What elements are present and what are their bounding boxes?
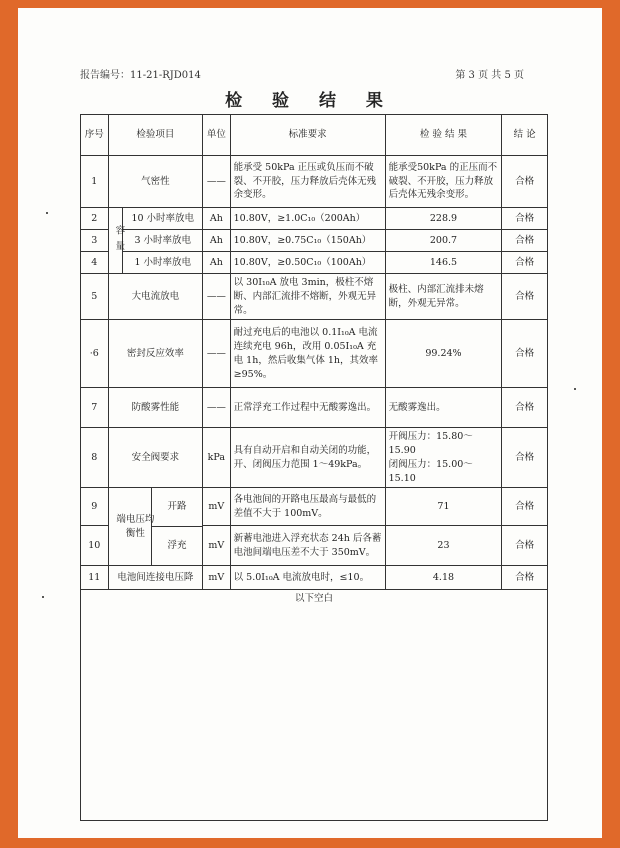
col-header-unit: 单位	[203, 115, 231, 156]
table-row	[81, 388, 548, 428]
row-result: 99.24%	[385, 320, 502, 388]
results-table	[80, 114, 548, 821]
row-unit: ——	[203, 274, 231, 320]
scan-speck	[42, 596, 44, 598]
row-no: 10	[81, 526, 109, 566]
row-item: 10 小时率放电	[123, 208, 203, 230]
row-item: 1 小时率放电	[123, 252, 203, 274]
row-item: 电池间连接电压降	[108, 566, 202, 590]
row-unit: mV	[203, 488, 231, 526]
sub-item-open-circuit: 开路	[152, 488, 202, 527]
row-standard: 能承受 50kPa 正压或负压而不破裂、不开胶，压力释放后壳体无残余变形。	[230, 156, 385, 208]
row-result: 71	[385, 488, 502, 526]
row-no: 7	[81, 388, 109, 428]
row-result: 极柱、内部汇流排未熔断，外观无异常。	[385, 274, 502, 320]
row-item: 3 小时率放电	[123, 230, 203, 252]
row-unit: ——	[203, 320, 231, 388]
table-row	[81, 488, 548, 526]
report-number: 报告编号：11-21-RJD014	[80, 70, 201, 81]
row-unit: mV	[203, 526, 231, 566]
row-standard: 新蓄电池进入浮充状态 24h 后各蓄电池间端电压差不大于 350mV。	[230, 526, 385, 566]
blank-row	[81, 590, 548, 821]
row-no: 11	[81, 566, 109, 590]
row-result: 228.9	[385, 208, 502, 230]
row-result: 无酸雾逸出。	[385, 388, 502, 428]
row-no: 9	[81, 488, 109, 526]
capacity-group-label	[108, 208, 123, 274]
row-unit: ——	[203, 156, 231, 208]
scan-speck	[574, 388, 576, 390]
balance-group-label: 端电压均衡性 开路 浮充	[108, 488, 202, 566]
row-item: 大电流放电	[108, 274, 202, 320]
row-standard: 10.80V，≥0.75C₁₀（150Ah）	[230, 230, 385, 252]
report-page	[18, 8, 602, 838]
row-no: 8	[81, 428, 109, 488]
scan-speck	[46, 212, 48, 214]
col-header-conclusion: 结 论	[502, 115, 548, 156]
row-no: 4	[81, 252, 109, 274]
row-item: 安全阀要求	[108, 428, 202, 488]
row-standard: 10.80V，≥1.0C₁₀（200Ah）	[230, 208, 385, 230]
row-item: 防酸雾性能	[108, 388, 202, 428]
table-row	[81, 320, 548, 388]
row-conclusion: 合格	[502, 566, 548, 590]
row-result: 开阀压力：15.80～15.90 闭阀压力：15.00～15.10	[385, 428, 502, 488]
table-row	[81, 274, 548, 320]
col-header-result: 检 验 结 果	[385, 115, 502, 156]
row-no: ·6	[81, 320, 109, 388]
row-standard: 耐过充电后的电池以 0.1I₁₀A 电流连续充电 96h，改用 0.05I₁₀A 充电 1h，然后收集气体 1h，其效率≥95%。	[230, 320, 385, 388]
row-result: 200.7	[385, 230, 502, 252]
row-conclusion: 合格	[502, 488, 548, 526]
row-conclusion: 合格	[502, 428, 548, 488]
table-row	[81, 566, 548, 590]
balance-subitems	[151, 488, 202, 565]
row-unit: Ah	[203, 230, 231, 252]
row-result: 146.5	[385, 252, 502, 274]
row-result: 23	[385, 526, 502, 566]
row-unit: mV	[203, 566, 231, 590]
row-standard: 各电池间的开路电压最高与最低的差值不大于 100mV。	[230, 488, 385, 526]
table-row	[81, 252, 548, 274]
table-row	[81, 156, 548, 208]
table-header-row	[81, 115, 548, 156]
col-header-item: 检验项目	[108, 115, 202, 156]
row-no: 2	[81, 208, 109, 230]
row-conclusion: 合格	[502, 526, 548, 566]
row-conclusion: 合格	[502, 208, 548, 230]
col-header-std: 标准要求	[230, 115, 385, 156]
row-result: 4.18	[385, 566, 502, 590]
col-header-no: 序号	[81, 115, 109, 156]
row-conclusion: 合格	[502, 230, 548, 252]
row-no: 5	[81, 274, 109, 320]
row-standard: 10.80V，≥0.50C₁₀（100Ah）	[230, 252, 385, 274]
row-no: 1	[81, 156, 109, 208]
row-unit: kPa	[203, 428, 231, 488]
row-conclusion: 合格	[502, 274, 548, 320]
footer-note: 以下空白	[81, 590, 548, 821]
table-row	[81, 428, 548, 488]
row-unit: ——	[203, 388, 231, 428]
row-no: 3	[81, 230, 109, 252]
page-title: 检 验 结 果	[225, 91, 395, 111]
row-conclusion: 合格	[502, 156, 548, 208]
row-standard: 正常浮充工作过程中无酸雾逸出。	[230, 388, 385, 428]
sub-item-float-charge: 浮充	[167, 540, 187, 552]
table-row	[81, 208, 548, 230]
table-row	[81, 230, 548, 252]
row-result: 能承受50kPa 的正压而不破裂、不开胶，压力释放后壳体无残余变形。	[385, 156, 502, 208]
row-unit: Ah	[203, 252, 231, 274]
page-info: 第 3 页 共 5 页	[455, 70, 524, 81]
row-conclusion: 合格	[502, 388, 548, 428]
row-item: 密封反应效率	[108, 320, 202, 388]
row-item: 气密性	[108, 156, 202, 208]
row-conclusion: 合格	[502, 252, 548, 274]
row-standard: 以 5.0I₁₀A 电流放电时，≤10。	[230, 566, 385, 590]
capacity-group-text: 容量	[113, 225, 125, 256]
row-standard: 以 30I₁₀A 放电 3min，极柱不熔断、内部汇流排不熔断，外观无异常。	[230, 274, 385, 320]
row-unit: Ah	[203, 208, 231, 230]
row-conclusion: 合格	[502, 320, 548, 388]
row-standard: 具有自动开启和自动关闭的功能，开、闭阀压力范围 1～49kPa。	[230, 428, 385, 488]
